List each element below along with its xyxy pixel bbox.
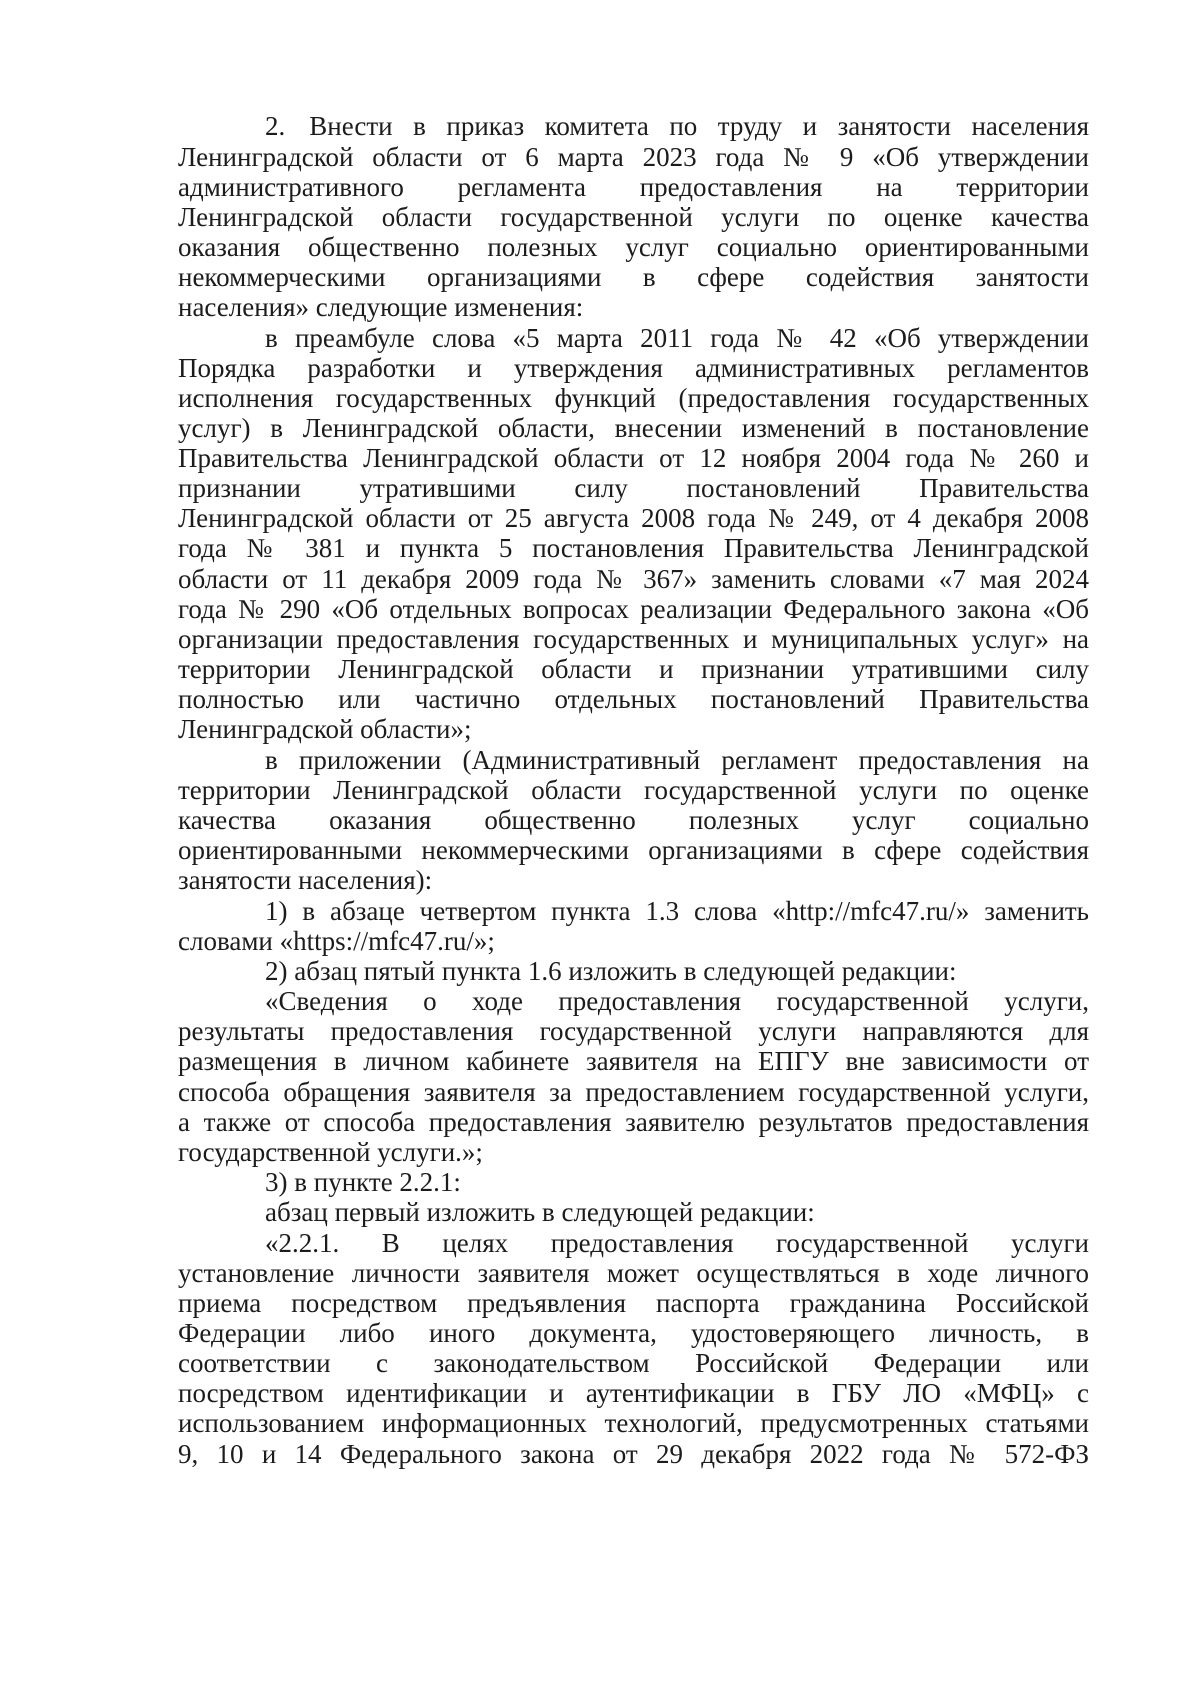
preamble-line: Ленинградской области от 25 августа 2008 года № 249, от 4 декабря 2008 — [178, 503, 1089, 533]
quote-1-6-line: государственной услуги.»; — [178, 1137, 483, 1167]
preamble-line: Ленинградской области»; — [178, 714, 472, 744]
quote-1-6-line: а также от способа предоставления заявителю результатов предоставления — [178, 1107, 1089, 1137]
quote-2-2-1-line: приема посредством предъявления паспорта гражданина Российской — [178, 1288, 1089, 1318]
change-2-line: 2) абзац пятый пункта 1.6 изложить в следующей редакции: — [265, 956, 957, 986]
quote-1-6-line: способа обращения заявителя за предоставлением государственной услуги, — [178, 1077, 1089, 1107]
preamble-line: области от 11 декабря 2009 года № 367» заменить словами «7 мая 2024 — [178, 564, 1089, 594]
quote-2-2-1-line: использованием информационных технологий, предусмотренных статьями — [178, 1408, 1089, 1438]
quote-1-6-line: «Сведения о ходе предоставления государственной услуги, — [265, 986, 1089, 1016]
item-2-text: Внести в приказ комитета по труду и занятости населения — [309, 111, 1089, 141]
item-number: 2. — [265, 111, 286, 141]
item-2-line: административного регламента предоставления на территории — [178, 172, 1089, 202]
preamble-line: исполнения государственных функций (предоставления государственных — [178, 383, 1089, 413]
quote-2-2-1-line: посредством идентификации и аутентификации в ГБУ ЛО «МФЦ» с — [178, 1378, 1089, 1408]
item-2-line: Ленинградской области государственной услуги по оценке качества — [178, 202, 1089, 232]
item-2-line: населения» следующие изменения: — [178, 292, 584, 322]
preamble-line: года № 381 и пункта 5 постановления Правительства Ленинградской — [178, 533, 1089, 563]
appendix-line: ориентированными некоммерческими организациями в сфере содействия — [178, 835, 1089, 865]
item-2-line: Ленинградской области от 6 марта 2023 года № 9 «Об утверждении — [178, 142, 1089, 172]
item-2-line: оказания общественно полезных услуг социально ориентированными — [178, 232, 1089, 262]
item-2-line-1 — [265, 111, 1089, 142]
quote-2-2-1-line: установление личности заявителя может осуществляться в ходе личного — [178, 1258, 1089, 1288]
preamble-line: Порядка разработки и утверждения административных регламентов — [178, 353, 1089, 383]
preamble-line: в преамбуле слова «5 марта 2011 года № 42 «Об утверждении — [265, 323, 1089, 353]
preamble-line: Правительства Ленинградской области от 12 ноября 2004 года № 260 и — [178, 443, 1089, 473]
preamble-line: территории Ленинградской области и признании утратившими силу — [178, 654, 1089, 684]
preamble-line: признании утратившими силу постановлений Правительства — [178, 473, 1089, 503]
preamble-line: года № 290 «Об отдельных вопросах реализации Федерального закона «Об — [178, 594, 1089, 624]
appendix-line: занятости населения): — [178, 865, 433, 895]
appendix-line: территории Ленинградской области государственной услуги по оценке — [178, 775, 1089, 805]
quote-1-6-line: результаты предоставления государственной услуги направляются для — [178, 1016, 1089, 1046]
item-2-line: некоммерческими организациями в сфере содействия занятости — [178, 262, 1089, 292]
preamble-line: услуг) в Ленинградской области, внесении изменений в постановление — [178, 413, 1089, 443]
quote-2-2-1-line: «2.2.1. В целях предоставления государственной услуги — [265, 1228, 1089, 1258]
change-1-line: 1) в абзаце четвертом пункта 1.3 слова «http://mfc47.ru/» заменить — [265, 896, 1089, 926]
quote-2-2-1-line: Федерации либо иного документа, удостоверяющего личность, в — [178, 1318, 1089, 1348]
appendix-line: в приложении (Административный регламент предоставления на — [265, 745, 1089, 775]
quote-1-6-line: размещения в личном кабинете заявителя на ЕПГУ вне зависимости от — [178, 1046, 1089, 1076]
change-3-line: 3) в пункте 2.2.1: — [265, 1167, 461, 1197]
preamble-line: полностью или частично отдельных постановлений Правительства — [178, 684, 1089, 714]
preamble-line: организации предоставления государственных и муниципальных услуг» на — [178, 624, 1089, 654]
paragraph-first-line: абзац первый изложить в следующей редакции: — [265, 1197, 815, 1227]
change-1-line: словами «https://mfc47.ru/»; — [178, 926, 495, 956]
quote-2-2-1-line: 9, 10 и 14 Федерального закона от 29 декабря 2022 года № 572-ФЗ — [178, 1439, 1089, 1469]
quote-2-2-1-line: соответствии с законодательством Российской Федерации или — [178, 1348, 1089, 1378]
appendix-line: качества оказания общественно полезных услуг социально — [178, 805, 1089, 835]
